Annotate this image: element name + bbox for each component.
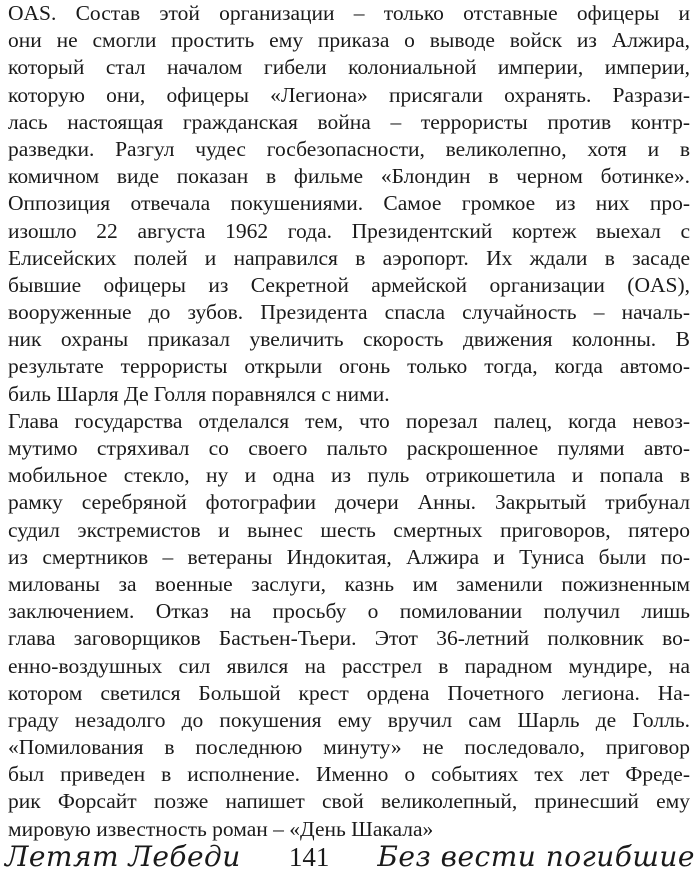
- text-line: судил экстремистов и вынес шесть смертных приговоров, пятеро: [8, 517, 690, 542]
- text-line: заключением. Отказ на просьбу о помиловании получил лишь: [8, 599, 690, 624]
- text-line: они не смогли простить ему приказа о выводе войск из Алжира,: [8, 28, 690, 53]
- page-footer: [0, 840, 700, 880]
- text-line: результате террористы открыли огонь только тогда, когда автомо-: [8, 354, 690, 379]
- text-line: разведки. Разгул чудес госбезопасности, великолепно, хотя и в: [8, 136, 690, 161]
- text-line: был приведен в исполнение. Именно о событиях тех лет Фреде-: [8, 762, 690, 787]
- text-line: котором светился Большой крест ордена Почетного легиона. На-: [8, 680, 690, 705]
- text-line: Оппозиция отвечала покушениями. Самое громкое из них про-: [8, 191, 690, 216]
- text-line: вооруженные до зубов. Президента спасла случайность – началь-: [8, 300, 690, 325]
- text-line: рамку серебряной фотографии дочери Анны. Закрытый трибунал: [8, 490, 690, 515]
- text-line: мутимо стряхивал со своего пальто раскрошенное пулями авто-: [8, 436, 690, 460]
- text-line: которую они, офицеры «Легиона» присягали охранять. Разрази-: [8, 82, 690, 107]
- text-line: граду незадолго до покушения ему вручил сам Шарль де Голль.: [8, 707, 690, 732]
- text-line: комичном виде показан в фильме «Блондин в черном ботинке».: [8, 164, 690, 189]
- text-line: лась настоящая гражданская война – террористы против контр-: [8, 109, 690, 134]
- text-line: мобильное стекло, ну и одна из пуль отрикошетила и попала в: [8, 463, 690, 488]
- text-line: милованы за военные заслуги, казнь им заменили пожизненным: [8, 571, 690, 596]
- text-line: который стал началом гибели колониальной империи, империи,: [8, 55, 690, 80]
- text-line: Елисейских полей и направился в аэропорт. Их ждали в засаде: [8, 245, 690, 270]
- text-line: енно-воздушных сил явился на расстрел в парадном мундире, на: [8, 653, 690, 678]
- text-line: бывшие офицеры из Секретной армейской организации (OAS),: [8, 272, 690, 297]
- text-line: «Помилования в последнюю минуту» не последовало, приговор: [8, 735, 690, 760]
- page-number: 141: [288, 842, 330, 872]
- text-line: ник охраны приказал увеличить скорость движения колонны. В: [8, 327, 690, 352]
- book-title: Летят Лебеди: [4, 840, 241, 873]
- text-line: рик Форсайт позже напишет свой великолепный, принесший ему: [8, 789, 690, 814]
- text-line: Глава государства отделался тем, что порезал палец, когда невоз-: [8, 408, 690, 433]
- page-body: [8, 0, 690, 843]
- text-line: OAS. Состав этой организации – только отставные офицеры и: [8, 1, 690, 25]
- text-line: мировую известность роман – «День Шакала»: [8, 816, 434, 841]
- text-line: глава заговорщиков Бастьен-Тьери. Этот 36-летний полковник во-: [8, 626, 690, 651]
- text-line: биль Шарля Де Голля поравнялся с ними.: [8, 381, 390, 406]
- body-text: [8, 0, 690, 843]
- text-line: из смертников – ветераны Индокитая, Алжира и Туниса были по-: [8, 544, 690, 569]
- section-title: Без вести погибшие: [377, 840, 695, 873]
- text-line: изошло 22 августа 1962 года. Президентский кортеж выехал с: [8, 218, 690, 243]
